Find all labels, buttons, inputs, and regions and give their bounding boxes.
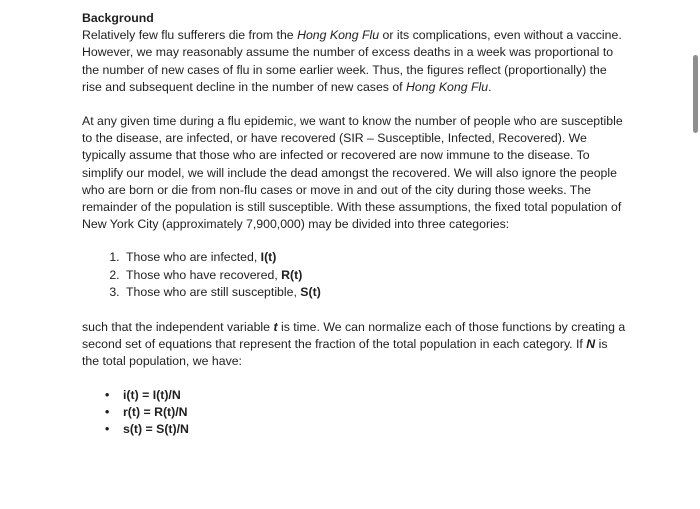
- list-item: 2. Those who have recovered, R(t): [123, 267, 627, 284]
- section-heading: Background: [82, 11, 154, 25]
- equation-text: r(t) = R(t)/N: [123, 404, 188, 419]
- list-item: [105, 421, 627, 438]
- categories-list: [82, 249, 627, 301]
- list-item: [105, 387, 627, 404]
- equation-text: i(t) = I(t)/N: [123, 387, 181, 402]
- intro-paragraph: Relatively few flu sufferers die from the Hong Kong Flu or its complications, even without a vaccine. However, we may reasonably assume the number of excess deaths in a week was proportional to the number of new cases of flu in some earlier week. Thus, the figures reflect (proportionally) the rise and subsequent decline in the number of new cases of Hong Kong Flu.: [82, 28, 622, 94]
- normalization-paragraph: such that the independent variable t is time. We can normalize each of those functions by creating a second set of equations that represent the fraction of the total population in each category. If N is the total population, we have:: [82, 320, 626, 369]
- list-item: [105, 404, 627, 421]
- equation-text: s(t) = S(t)/N: [123, 422, 189, 437]
- list-item: 3. Those who are still susceptible, S(t): [123, 284, 627, 301]
- bullet-icon: •: [105, 422, 110, 437]
- vertical-scrollbar[interactable]: [693, 55, 698, 133]
- list-item: 1. Those who are infected, I(t): [123, 249, 627, 266]
- bullet-icon: •: [105, 404, 110, 419]
- document-body: [82, 10, 627, 438]
- bullet-icon: •: [105, 387, 110, 402]
- sir-model-paragraph: At any given time during a flu epidemic, we want to know the number of people who are susceptible to the disease, are infected, or have recovered (SIR – Susceptible, Infected, Recovered). We typically assume that those who are infected or recovered are now immune to the disease. To simplify our model, we will include the dead amongst the recovered. We will also ignore the people who are born or die from non-flu cases or move in and out of the city during those weeks. The remainder of the population is still susceptible. With these assumptions, the fixed total population of New York City (approximately 7,900,000) may be divided into three categories:: [82, 114, 623, 232]
- fractions-list: [82, 387, 627, 439]
